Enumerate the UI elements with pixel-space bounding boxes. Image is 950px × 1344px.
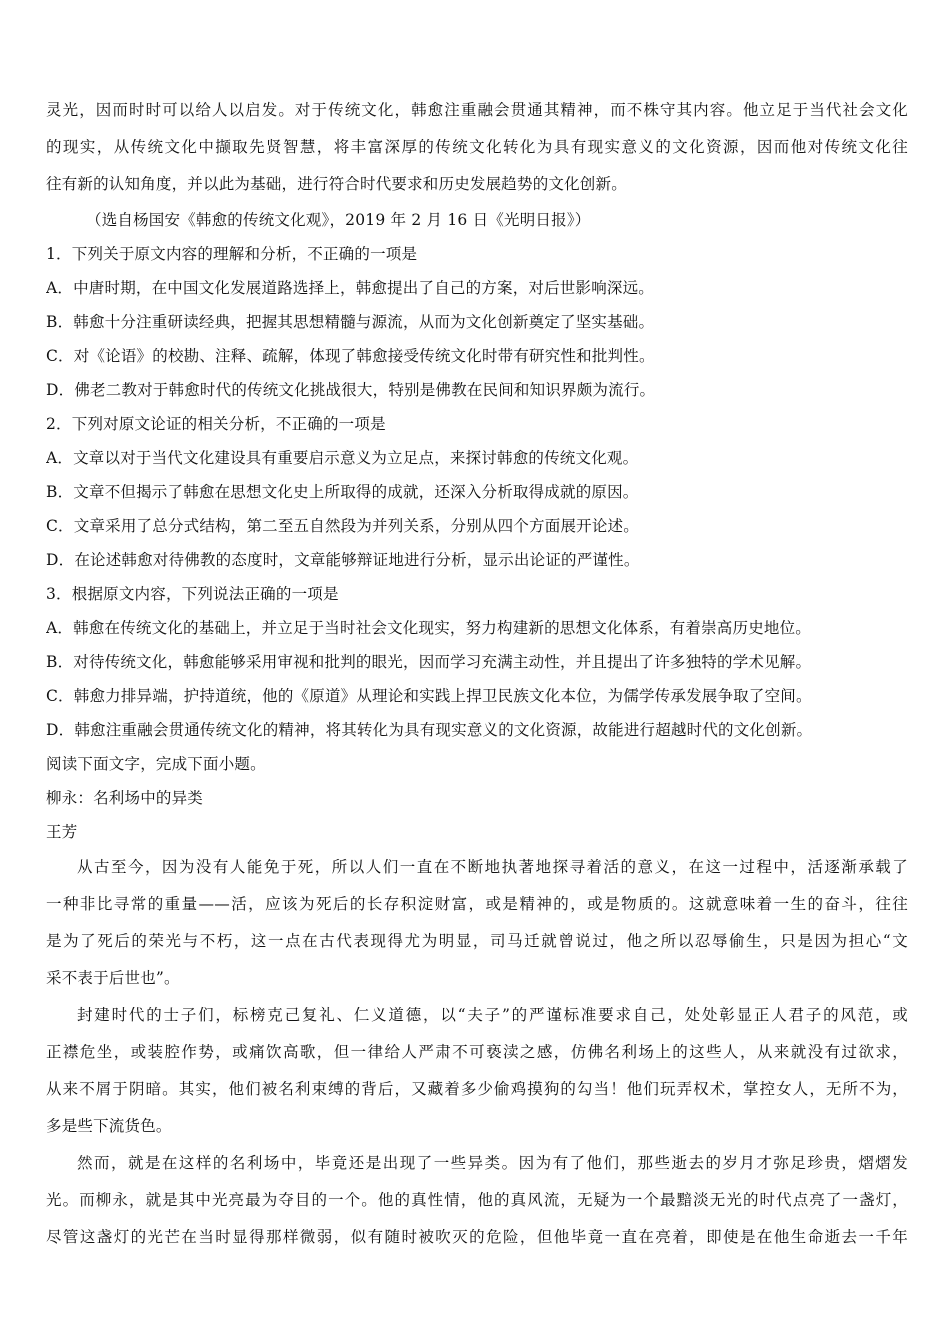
option-b[interactable]: B．文章不但揭示了韩愈在思想文化史上所取得的成就，还深入分析取得成就的原因。 [46, 483, 639, 501]
text-line: 正襟危坐，或装腔作势，或痛饮高歌，但一律给人严肃不可亵渎之感，仿佛名利场上的这些人，从来就没有过欲求， [46, 1043, 908, 1061]
essay-title: 柳永：名利场中的异类 [46, 789, 204, 807]
option-c[interactable]: C．韩愈力排异端，护持道统，他的《原道》从理论和实践上捍卫民族文化本位，为儒学传承发展争取了空间。 [46, 687, 812, 705]
text-line: 是为了死后的荣光与不朽，这一点在古代表现得尤为明显，司马迁就曾说过，他之所以忍辱偷生，只是因为担心“文 [46, 932, 908, 950]
reading-instruction: 阅读下面文字，完成下面小题。 [46, 755, 266, 773]
text-line: 尽管这盏灯的光芒在当时显得那样微弱，似有随时被吹灭的危险，但他毕竟一直在亮着，即使是在他生命逝去一千年 [46, 1228, 908, 1246]
essay-paragraph [46, 1145, 908, 1256]
question-stem: 3．根据原文内容，下列说法正确的一项是 [46, 585, 339, 603]
text-line: 灵光，因而时时可以给人以启发。对于传统文化，韩愈注重融会贯通其精神，而不株守其内容。他立足于当代社会文化 [46, 101, 908, 119]
text-line: 采不表于后世也”。 [46, 969, 180, 987]
option-d[interactable]: D．佛老二教对于韩愈时代的传统文化挑战很大，特别是佛教在民间和知识界颇为流行。 [46, 381, 656, 399]
option-a[interactable]: A．文章以对于当代文化建设具有重要启示意义为立足点，来探讨韩愈的传统文化观。 [46, 449, 639, 467]
option-b[interactable]: B．韩愈十分注重研读经典，把握其思想精髓与源流，从而为文化创新奠定了坚实基础。 [46, 313, 655, 331]
question-1 [46, 237, 908, 407]
text-line: 封建时代的士子们，标榜克己复礼、仁义道德，以“夫子”的严谨标准要求自己，处处彰显正人君子的风范，或 [77, 1006, 908, 1024]
essay-author: 王芳 [46, 823, 78, 841]
essay-paragraph [46, 997, 908, 1145]
source-citation: （选自杨国安《韩愈的传统文化观》，2019 年 2 月 16 日《光明日报》） [86, 211, 591, 229]
option-c[interactable]: C．文章采用了总分式结构，第二至五自然段为并列关系，分别从四个方面展开论述。 [46, 517, 639, 535]
text-line: 往有新的认知角度，并以此为基础，进行符合时代要求和历史发展趋势的文化创新。 [46, 175, 627, 193]
question-stem: 2．下列对原文论证的相关分析，不正确的一项是 [46, 415, 386, 433]
option-d[interactable]: D．韩愈注重融会贯通传统文化的精神，将其转化为具有现实意义的文化资源，故能进行超越时代的文化创新。 [46, 721, 813, 739]
question-2 [46, 407, 908, 577]
option-a[interactable]: A．韩愈在传统文化的基础上，并立足于当时社会文化现实，努力构建新的思想文化体系，有着崇高历史地位。 [46, 619, 811, 637]
text-line: 从来不屑于阴暗。其实，他们被名利束缚的背后，又藏着多少偷鸡摸狗的勾当！他们玩弄权术，掌控女人，无所不为， [46, 1080, 908, 1098]
document-page [46, 92, 908, 1256]
question-3 [46, 577, 908, 747]
essay-paragraph [46, 849, 908, 997]
option-a[interactable]: A．中唐时期，在中国文化发展道路选择上，韩愈提出了自己的方案，对后世影响深远。 [46, 279, 654, 297]
option-b[interactable]: B．对待传统文化，韩愈能够采用审视和批判的眼光，因而学习充满主动性，并且提出了许多独特的学术见解。 [46, 653, 812, 671]
option-c[interactable]: C．对《论语》的校勘、注释、疏解，体现了韩愈接受传统文化时带有研究性和批判性。 [46, 347, 655, 365]
text-line: 一种非比寻常的重量——活，应该为死后的长存积淀财富，或是精神的，或是物质的。这就意味着一生的奋斗，往往 [46, 895, 908, 913]
text-line: 光。而柳永，就是其中光亮最为夺目的一个。他的真性情，他的真风流，无疑为一个最黯淡无光的时代点亮了一盏灯， [46, 1191, 908, 1209]
text-line: 然而，就是在这样的名利场中，毕竟还是出现了一些异类。因为有了他们，那些逝去的岁月才弥足珍贵，熠熠发 [77, 1154, 908, 1172]
passage-continuation [46, 92, 908, 203]
text-line: 从古至今，因为没有人能免于死，所以人们一直在不断地执著地探寻着活的意义，在这一过程中，活逐渐承载了 [77, 858, 908, 876]
text-line: 多是些下流货色。 [46, 1117, 172, 1135]
option-d[interactable]: D．在论述韩愈对待佛教的态度时，文章能够辩证地进行分析，显示出论证的严谨性。 [46, 551, 640, 569]
question-stem: 1．下列关于原文内容的理解和分析，不正确的一项是 [46, 245, 418, 263]
text-line: 的现实，从传统文化中撷取先贤智慧，将丰富深厚的传统文化转化为具有现实意义的文化资源，因而他对传统文化往 [46, 138, 908, 156]
